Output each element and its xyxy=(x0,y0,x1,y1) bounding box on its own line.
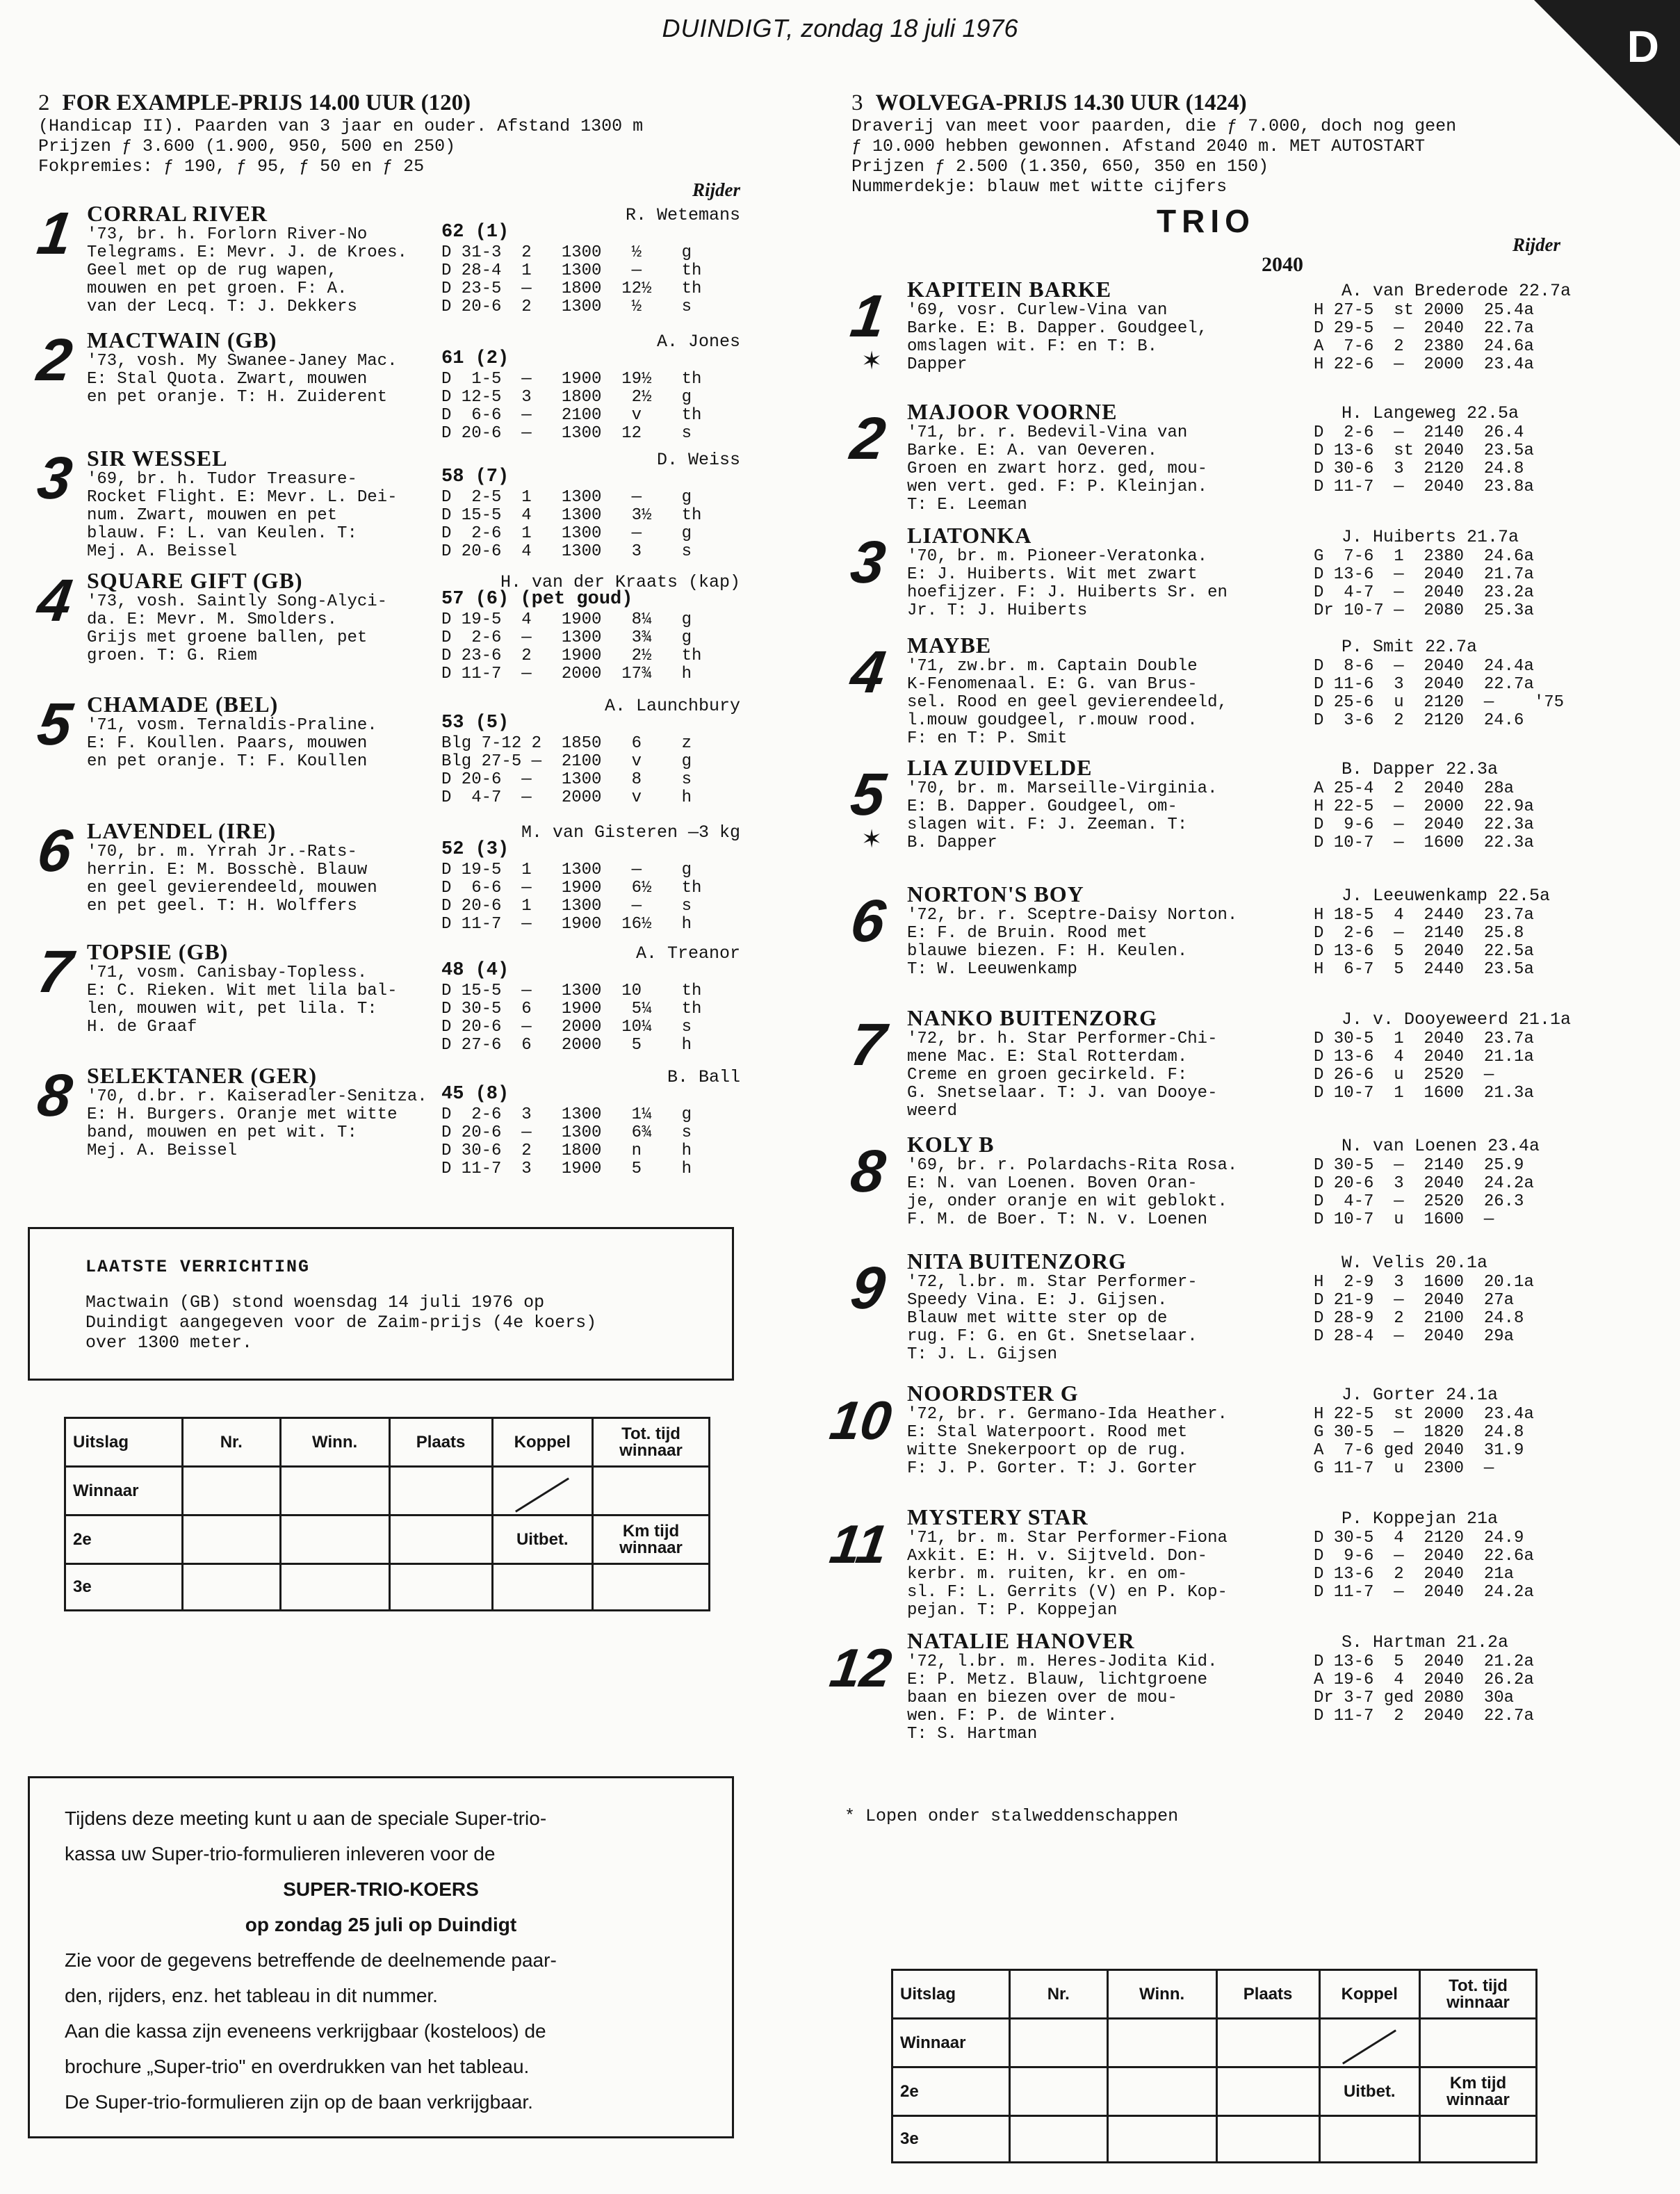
horse-description: '69, br. h. Tudor Treasure- Rocket Flight. E: Mevr. L. Dei- num. Zwart, mouwen en pet blauw. F: L. van Keulen. T: Mej. A. Beissel xyxy=(87,470,398,561)
rider-name: B. Ball xyxy=(667,1067,740,1087)
weight-post: 62 (1) xyxy=(441,222,509,243)
empty-cell xyxy=(280,1564,389,1611)
start-number: 9 xyxy=(847,1255,890,1322)
recent-results: D 19-5 4 1900 8¼ g D 2-6 — 1300 3¾ g D 23-6 2 1900 2½ th D 11-7 — 2000 17¾ h xyxy=(441,610,702,683)
empty-cell xyxy=(182,1467,280,1516)
rider-header: Rijder xyxy=(1512,234,1560,255)
empty-cell xyxy=(1420,2019,1537,2067)
start-number: 5 xyxy=(33,691,76,758)
recent-results: D 31-3 2 1300 ½ g D 28-4 1 1300 — th D 23-5 — 1800 12½ th D 20-6 2 1300 ½ s xyxy=(441,243,702,316)
horse-name: LIA ZUIDVELDE xyxy=(907,755,1093,780)
row-label: Winnaar xyxy=(892,2019,1010,2067)
empty-cell xyxy=(593,1467,710,1516)
start-number: 4 xyxy=(33,567,76,634)
super-trio-line: op zondag 25 juli op Duindigt xyxy=(245,1914,517,1935)
race-number: 2 xyxy=(38,90,50,115)
horse-name: SQUARE GIFT (GB) xyxy=(87,568,303,593)
empty-cell xyxy=(182,1564,280,1611)
recent-results: H 18-5 4 2440 23.7a D 2-6 — 2140 25.8 D 13-6 5 2040 22.5a H 6-7 5 2440 23.5a xyxy=(1314,906,1534,979)
horse-entry xyxy=(847,1005,1572,1132)
super-trio-line: brochure „Super-trio" en overdrukken van het tableau. xyxy=(65,2056,530,2077)
recent-results: D 19-5 1 1300 — g D 6-6 — 1900 6½ th D 20-6 1 1300 — s D 11-7 — 1900 16½ h xyxy=(441,861,702,934)
horse-name: CHAMADE (BEL) xyxy=(87,692,279,717)
horse-name: MYSTERY STAR xyxy=(907,1504,1088,1529)
horse-entry xyxy=(33,938,740,1063)
horse-entry xyxy=(33,445,740,568)
horse-description: '71, zw.br. m. Captain Double K-Fenomenaal. E: G. van Brus- sel. Rood en geel gevierendeeld, l.mouw goudgeel, r.mouw rood. F: en T: P. Smit xyxy=(907,657,1228,748)
horse-entry xyxy=(826,1628,1560,1753)
empty-cell xyxy=(1009,2067,1107,2116)
rider-name: A. Treanor xyxy=(635,943,740,964)
star-icon: ✶ xyxy=(861,347,883,375)
header-cell: Tot. tijd winnaar xyxy=(1420,1970,1537,2019)
horse-description: '70, d.br. r. Kaiseradler-Senitza. E: H. Burgers. Oranje met witte band, mouwen en pet wit. T: Mej. A. Beissel xyxy=(87,1087,427,1160)
empty-cell xyxy=(1009,2116,1107,2163)
header-cell: Koppel xyxy=(492,1418,592,1467)
row-label: 3e xyxy=(892,2116,1010,2163)
race-name: WOLVEGA-PRIJS 14.30 UUR (1424) xyxy=(875,90,1247,115)
header-cell: Plaats xyxy=(389,1418,492,1467)
recent-results: G 7-6 1 2380 24.6a D 13-6 — 2040 21.7a D 4-7 — 2040 23.2a Dr 10-7 — 2080 25.3a xyxy=(1314,547,1534,620)
paper-name: DUINDIGT, xyxy=(662,14,794,42)
rider-name: R. Wetemans xyxy=(625,205,740,225)
race-number: 3 xyxy=(851,90,863,115)
entry-list xyxy=(33,200,740,1181)
recent-results: D 2-5 1 1300 — g D 15-5 4 1300 3½ th D 2-6 1 1300 — g D 20-6 4 1300 3 s xyxy=(441,488,702,561)
row-label: 2e xyxy=(892,2067,1010,2116)
super-trio-line: Tijdens deze meeting kunt u aan de speciale Super-trio- xyxy=(65,1807,547,1829)
rider-name: S. Hartman 21.2a xyxy=(1341,1632,1509,1652)
empty-cell xyxy=(389,1467,492,1516)
horse-description: '69, vosr. Curlew-Vina van Barke. E: B. Dapper. Goudgeel, omslagen wit. F: en T: B. Dapper xyxy=(907,301,1208,374)
weight-post: 48 (4) xyxy=(441,960,509,981)
empty-cell xyxy=(280,1467,389,1516)
recent-results: D 30-5 4 2120 24.9 D 9-6 — 2040 22.6a D 13-6 2 2040 21a D 11-7 — 2040 24.2a xyxy=(1314,1529,1534,1602)
header-cell: Tot. tijd winnaar xyxy=(593,1418,710,1467)
super-trio-line: De Super-trio-formulieren zijn op de baan verkrijgbaar. xyxy=(65,2091,533,2113)
horse-name: SIR WESSEL xyxy=(87,446,228,471)
super-trio-text xyxy=(30,1801,732,2120)
horse-entry xyxy=(33,691,740,818)
horse-entry xyxy=(847,277,1572,399)
horse-description: '71, br. r. Bedevil-Vina van Barke. E: A. van Oeveren. Groen en zwart horz. ged, mou- wen vert. ged. F: P. Kleinjan. T: E. Leeman xyxy=(907,423,1208,514)
start-number: 7 xyxy=(33,938,76,1005)
header-cell: Winn. xyxy=(1107,1970,1216,2019)
rider-name: A. Jones xyxy=(656,332,740,352)
laatste-heading: LAATSTE VERRICHTING xyxy=(85,1257,311,1277)
empty-cell xyxy=(492,1564,592,1611)
horse-description: '70, br. m. Yrrah Jr.-Rats- herrin. E: M. Bosschè. Blauw en geel gevierendeeld, mouwen en pet geel. T: H. Wolffers xyxy=(87,843,377,916)
horse-entry xyxy=(847,399,1560,523)
horse-entry xyxy=(847,523,1560,633)
horse-name: NORTON'S BOY xyxy=(907,881,1084,907)
horse-description: '71, br. m. Star Performer-Fiona Axkit. E: H. v. Sijtveld. Don- kerbr. m. ruiten, kr. en om- sl. F: L. Gerrits (V) en P. Kop- pejan. T: P. Koppejan xyxy=(907,1529,1228,1620)
recent-results: H 2-9 3 1600 20.1a D 21-9 — 2040 27a D 28-9 2 2100 24.8 D 28-4 — 2040 29a xyxy=(1314,1273,1534,1346)
header-cell: Uitslag xyxy=(65,1418,183,1467)
race-title xyxy=(38,90,740,116)
kmtijd-cell: Km tijd winnaar xyxy=(593,1516,710,1564)
empty-cell xyxy=(1216,2116,1319,2163)
recent-results: D 30-5 — 2140 25.9 D 20-6 3 2040 24.2a D 4-7 — 2520 26.3 D 10-7 u 1600 — xyxy=(1314,1156,1534,1229)
start-number: 2 xyxy=(33,327,76,393)
horse-name: SELEKTANER (GER) xyxy=(87,1063,318,1088)
horse-description: '73, br. h. Forlorn River-No Telegrams. E: Mevr. J. de Kroes. Geel met op de rug wapen, mouwen en pet groen. F: A. van der Lecq. T: J. Dekkers xyxy=(87,225,407,316)
start-number: 12 xyxy=(826,1637,895,1698)
empty-cell xyxy=(1107,2116,1216,2163)
horse-description: '71, vosm. Canisbay-Topless. E: C. Rieken. Wit met lila bal- len, mouwen wit, pet lila. T: H. de Graaf xyxy=(87,964,398,1037)
recent-results: Blg 7-12 2 1850 6 z Blg 27-5 — 2100 v g D 20-6 — 1300 8 s D 4-7 — 2000 v h xyxy=(441,734,692,807)
rider-name: J. Leeuwenkamp 22.5a xyxy=(1341,886,1551,906)
rider-name: P. Smit 22.7a xyxy=(1341,637,1478,657)
start-number: 5 xyxy=(847,761,890,828)
race-right xyxy=(826,90,1572,1753)
kmtijd-cell: Km tijd winnaar xyxy=(1420,2067,1537,2116)
slash-mark xyxy=(1342,2029,1396,2064)
horse-name: MACTWAIN (GB) xyxy=(87,327,277,352)
empty-cell xyxy=(593,1564,710,1611)
empty-cell xyxy=(1420,2116,1537,2163)
empty-cell xyxy=(389,1516,492,1564)
race-distance: 2040 xyxy=(1262,253,1303,276)
rider-name: N. van Loenen 23.4a xyxy=(1341,1136,1540,1156)
horse-name: CORRAL RIVER xyxy=(87,201,268,226)
header-cell: Koppel xyxy=(1319,1970,1419,2019)
rider-name: W. Velis 20.1a xyxy=(1341,1253,1488,1273)
start-number: 10 xyxy=(826,1390,895,1451)
horse-name: KAPITEIN BARKE xyxy=(907,277,1112,302)
start-number: 4 xyxy=(847,639,890,706)
rider-name: P. Koppejan 21a xyxy=(1341,1509,1499,1529)
super-trio-line: SUPER-TRIO-KOERS xyxy=(283,1878,479,1900)
row-label: 2e xyxy=(65,1516,183,1564)
weight-post: 45 (8) xyxy=(441,1084,509,1105)
horse-entry xyxy=(847,1132,1560,1249)
horse-name: MAJOOR VOORNE xyxy=(907,399,1118,424)
rider-name: H. van der Kraats (kap) xyxy=(500,572,740,592)
header-cell: Uitslag xyxy=(892,1970,1010,2019)
start-number: 2 xyxy=(847,405,890,472)
race-name: FOR EXAMPLE-PRIJS 14.00 UUR (120) xyxy=(62,90,471,115)
rider-name: D. Weiss xyxy=(656,450,740,470)
horse-entry xyxy=(33,1062,740,1181)
horse-description: '72, l.br. m. Star Performer- Speedy Vina. E: J. Gijsen. Blauw met witte ster op de rug. F: G. en Gt. Snetselaar. T: J. L. Gijsen xyxy=(907,1273,1198,1364)
slash-mark xyxy=(515,1477,569,1512)
entry-list xyxy=(826,277,1572,1753)
start-number: 6 xyxy=(847,888,890,954)
footnote: * Lopen onder stalweddenschappen xyxy=(845,1806,1179,1826)
header-cell: Winn. xyxy=(280,1418,389,1467)
koppel-cell xyxy=(492,1467,592,1516)
race-conditions: Draverij van meet voor paarden, die ƒ 7.000, doch nog geen ƒ 10.000 hebben gewonnen. Afstand 2040 m. MET AUTOSTART Prijzen ƒ 2.500 (1.350, 650, 350 en 150) Nummerdekje: blauw met witte cijfers xyxy=(851,116,1457,197)
empty-cell xyxy=(389,1564,492,1611)
empty-cell xyxy=(1216,2067,1319,2116)
weight-post: 57 (6) (pet goud) xyxy=(441,589,633,610)
super-trio-line: den, rijders, enz. het tableau in dit nummer. xyxy=(65,1985,438,2006)
horse-description: '70, br. m. Pioneer-Veratonka. E: J. Huiberts. Wit met zwart hoefijzer. F: J. Huiberts Sr. en Jr. T: J. Huiberts xyxy=(907,547,1228,620)
uitslag-table xyxy=(64,1417,710,1611)
horse-name: NOORDSTER G xyxy=(907,1381,1079,1406)
uitbet-cell: Uitbet. xyxy=(1319,2067,1419,2116)
horse-name: NATALIE HANOVER xyxy=(907,1628,1135,1653)
header-cell: Plaats xyxy=(1216,1970,1319,2019)
trio-label: TRIO xyxy=(1157,203,1255,239)
rider-name: M. van Gisteren —3 kg xyxy=(521,822,740,843)
horse-entry xyxy=(847,881,1560,1005)
horse-name: NANKO BUITENZORG xyxy=(907,1005,1158,1030)
race-conditions: (Handicap II). Paarden van 3 jaar en ouder. Afstand 1300 m Prijzen ƒ 3.600 (1.900, 950, 500 en 250) Fokpremies: ƒ 190, ƒ 95, ƒ 50 en ƒ 25 xyxy=(38,116,644,177)
horse-entry xyxy=(826,1504,1560,1628)
rider-header: Rijder xyxy=(692,179,740,200)
recent-results: D 30-5 1 2040 23.7a D 13-6 4 2040 21.1a D 26-6 u 2520 — D 10-7 1 1600 21.3a xyxy=(1314,1030,1534,1103)
empty-cell xyxy=(1107,2019,1216,2067)
rider-name: B. Dapper 22.3a xyxy=(1341,759,1499,779)
start-number: 7 xyxy=(847,1011,890,1078)
corner-letter: D xyxy=(1626,22,1659,72)
horse-entry xyxy=(33,327,740,446)
horse-description: '72, br. r. Germano-Ida Heather. E: Stal Waterpoort. Rood met witte Snekerpoort op de rug. F: J. P. Gorter. T: J. Gorter xyxy=(907,1405,1228,1478)
empty-cell xyxy=(1107,2067,1216,2116)
recent-results: D 15-5 — 1300 10 th D 30-5 6 1900 5¼ th D 20-6 — 2000 10¼ s D 27-6 6 2000 5 h xyxy=(441,982,702,1055)
start-number: 11 xyxy=(826,1513,892,1575)
header-cell: Nr. xyxy=(1009,1970,1107,2019)
page-header xyxy=(0,14,1680,43)
start-number: 1 xyxy=(847,283,890,350)
horse-name: LAVENDEL (IRE) xyxy=(87,818,277,843)
super-trio-line: Aan die kassa zijn eveneens verkrijgbaar (kosteloos) de xyxy=(65,2020,546,2042)
horse-description: '73, vosh. My Swanee-Janey Mac. E: Stal Quota. Zwart, mouwen en pet oranje. T: H. Zuiderent xyxy=(87,352,398,407)
empty-cell xyxy=(1009,2019,1107,2067)
rider-name: A. Launchbury xyxy=(604,696,740,716)
recent-results: D 2-6 — 2140 26.4 D 13-6 st 2040 23.5a D 30-6 3 2120 24.8 D 11-7 — 2040 23.8a xyxy=(1314,423,1534,496)
weight-post: 61 (2) xyxy=(441,348,509,369)
empty-cell xyxy=(280,1516,389,1564)
rider-name: A. van Brederode 22.7a xyxy=(1341,281,1572,301)
horse-description: '72, br. h. Star Performer-Chi- mene Mac. E: Stal Rotterdam. Creme en groen gecirkeld. F: G. Snetselaar. T: J. van Dooye- weerd xyxy=(907,1030,1218,1121)
horse-description: '69, br. r. Polardachs-Rita Rosa. E: N. van Loenen. Boven Oran- je, onder oranje en wit geblokt. F. M. de Boer. T: N. v. Loenen xyxy=(907,1156,1238,1229)
recent-results: D 8-6 — 2040 24.4a D 11-6 3 2040 22.7a D 25-6 u 2120 — '75 D 3-6 2 2120 24.6 xyxy=(1314,657,1565,730)
recent-results: D 1-5 — 1900 19½ th D 12-5 3 1800 2½ g D 6-6 — 2100 v th D 20-6 — 1300 12 s xyxy=(441,370,702,443)
page-date: zondag 18 juli 1976 xyxy=(801,14,1018,42)
horse-name: LIATONKA xyxy=(907,523,1032,548)
empty-cell xyxy=(1319,2116,1419,2163)
rider-name: H. Langeweg 22.5a xyxy=(1341,403,1519,423)
race-title xyxy=(851,90,1560,116)
start-number: 6 xyxy=(33,818,76,884)
horse-entry xyxy=(847,1249,1560,1381)
horse-name: MAYBE xyxy=(907,633,992,658)
horse-entry xyxy=(847,633,1565,755)
super-trio-line: Zie voor de gegevens betreffende de deelnemende paar- xyxy=(65,1949,557,1971)
recent-results: D 2-6 3 1300 1¼ g D 20-6 — 1300 6¾ s D 30-6 2 1800 n h D 11-7 3 1900 5 h xyxy=(441,1105,692,1178)
horse-description: '70, br. m. Marseille-Virginia. E: B. Dapper. Goudgeel, om- slagen wit. F: J. Zeeman. T: B. Dapper xyxy=(907,779,1218,852)
horse-entry xyxy=(33,200,740,327)
super-trio-box xyxy=(28,1776,734,2138)
start-number: 3 xyxy=(847,529,890,596)
horse-name: NITA BUITENZORG xyxy=(907,1249,1127,1274)
race-left xyxy=(33,90,740,1181)
start-number: 1 xyxy=(33,200,76,267)
start-number: 3 xyxy=(33,445,76,512)
weight-post: 58 (7) xyxy=(441,466,509,487)
empty-cell xyxy=(1216,2019,1319,2067)
horse-description: '72, br. r. Sceptre-Daisy Norton. E: F. de Bruin. Rood met blauwe biezen. F: H. Keulen. T: W. Leeuwenkamp xyxy=(907,906,1238,979)
horse-entry xyxy=(33,567,740,692)
recent-results: A 25-4 2 2040 28a H 22-5 — 2000 22.9a D 9-6 — 2040 22.3a D 10-7 — 1600 22.3a xyxy=(1314,779,1534,852)
weight-post: 53 (5) xyxy=(441,713,509,733)
empty-cell xyxy=(182,1516,280,1564)
super-trio-line: kassa uw Super-trio-formulieren inleveren voor de xyxy=(65,1843,496,1864)
uitbet-cell: Uitbet. xyxy=(492,1516,592,1564)
row-label: Winnaar xyxy=(65,1467,183,1516)
rider-name: J. v. Dooyeweerd 21.1a xyxy=(1341,1009,1572,1030)
laatste-text: Mactwain (GB) stond woensdag 14 juli 1976 op Duindigt aangegeven voor de Zaim-prijs (4e koers) over 1300 meter. xyxy=(85,1292,597,1353)
uitslag-table xyxy=(891,1969,1538,2163)
horse-entry xyxy=(826,1381,1560,1504)
laatste-verrichting-box xyxy=(28,1227,734,1381)
header-cell: Nr. xyxy=(182,1418,280,1467)
horse-description: '72, l.br. m. Heres-Jodita Kid. E: P. Metz. Blauw, lichtgroene baan en biezen over de mou- wen. F: P. de Winter. T: S. Hartman xyxy=(907,1652,1218,1744)
rider-name: J. Gorter 24.1a xyxy=(1341,1385,1499,1405)
recent-results: H 27-5 st 2000 25.4a D 29-5 — 2040 22.7a A 7-6 2 2380 24.6a H 22-6 — 2000 23.4a xyxy=(1314,301,1534,374)
horse-name: TOPSIE (GB) xyxy=(87,939,229,964)
row-label: 3e xyxy=(65,1564,183,1611)
recent-results: H 22-5 st 2000 23.4a G 30-5 — 1820 24.8 A 7-6 ged 2040 31.9 G 11-7 u 2300 — xyxy=(1314,1405,1534,1478)
horse-entry xyxy=(847,755,1560,881)
weight-post: 52 (3) xyxy=(441,839,509,860)
horse-description: '71, vosm. Ternaldis-Praline. E: F. Koullen. Paars, mouwen en pet oranje. T: F. Koullen xyxy=(87,716,377,771)
start-number: 8 xyxy=(847,1138,890,1205)
horse-description: '73, vosh. Saintly Song-Alyci- da. E: Mevr. M. Smolders. Grijs met groene ballen, pet groen. T: G. Riem xyxy=(87,592,388,665)
recent-results: D 13-6 5 2040 21.2a A 19-6 4 2040 26.2a Dr 3-7 ged 2080 30a D 11-7 2 2040 22.7a xyxy=(1314,1652,1534,1725)
horse-name: KOLY B xyxy=(907,1132,995,1157)
horse-entry xyxy=(33,818,740,939)
start-number: 8 xyxy=(33,1062,76,1129)
star-icon: ✶ xyxy=(861,825,883,853)
koppel-cell xyxy=(1319,2019,1419,2067)
rider-name: J. Huiberts 21.7a xyxy=(1341,527,1519,547)
